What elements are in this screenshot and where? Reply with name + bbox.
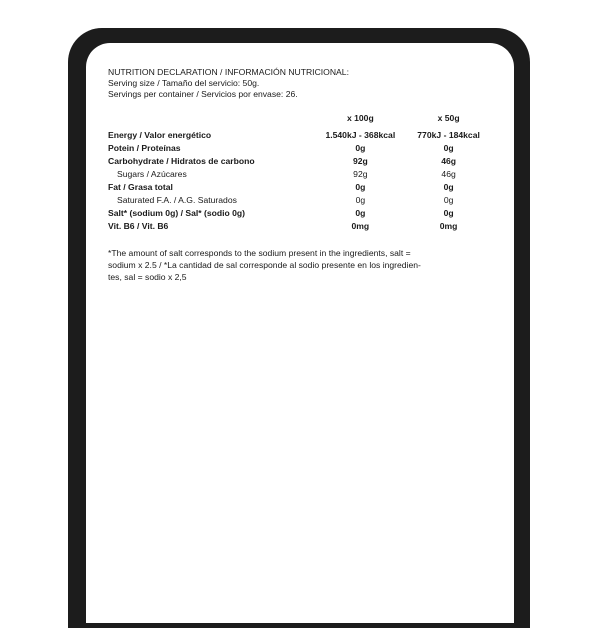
value-per-50g: 46g [441,168,456,179]
table-header-row [108,112,500,125]
value-per-100g: 0g [355,207,366,218]
nutrient-name: Salt* (sodium 0g) / Sal* (sodio 0g) [108,207,246,218]
value-per-50g: 0g [443,142,454,153]
table-row [108,220,500,233]
serving-size: Serving size / Tamaño del servicio: 50g. [108,78,260,89]
value-per-100g: 0g [355,181,366,192]
value-per-50g: 0g [443,207,454,218]
table-row [108,155,500,168]
column-per-50g: x 50g [437,112,460,123]
nutrient-name: Fat / Grasa total [108,181,173,192]
nutrient-name: Carbohydrate / Hidratos de carbono [108,155,255,166]
table-row [108,129,500,142]
table-row [108,142,500,155]
nutrition-content [108,67,500,283]
footnote-line: sodium x 2.5 / *La cantidad de sal corresponde al sodio presente en los ingredien- [108,259,421,270]
nutrient-name: Vit. B6 / Vit. B6 [108,220,169,231]
value-per-100g: 92g [352,155,368,166]
value-per-100g: 0g [355,194,366,205]
salt-footnote [108,247,488,284]
value-per-50g: 0g [443,181,454,192]
nutrient-name: Sugars / Azúcares [117,168,187,179]
nutrient-name: Saturated F.A. / A.G. Saturados [117,194,237,205]
nutrient-name: Potein / Proteínas [108,142,181,153]
footnote-line: tes, sal = sodio x 2,5 [108,272,187,283]
nutrition-title: NUTRITION DECLARATION / INFORMACIÓN NUTRICIONAL: [108,67,349,77]
value-per-50g: 0mg [439,220,458,231]
value-per-50g: 770kJ - 184kcal [417,129,480,140]
table-row [108,194,500,207]
footnote-line: *The amount of salt corresponds to the sodium present in the ingredients, salt = [108,247,411,258]
value-per-50g: 0g [443,194,454,205]
value-per-100g: 0g [355,142,366,153]
value-per-100g: 92g [353,168,368,179]
value-per-100g: 1.540kJ - 368kcal [325,129,396,140]
table-row [108,168,500,181]
column-per-100g: x 100g [346,112,374,123]
value-per-50g: 46g [441,155,456,166]
table-row [108,207,500,220]
table-row [108,181,500,194]
nutrient-name: Energy / Valor energético [108,129,212,140]
servings-per-container: Servings per container / Servicios por envase: 26. [108,89,298,100]
nutrition-table [108,112,500,233]
value-per-100g: 0mg [351,220,370,231]
